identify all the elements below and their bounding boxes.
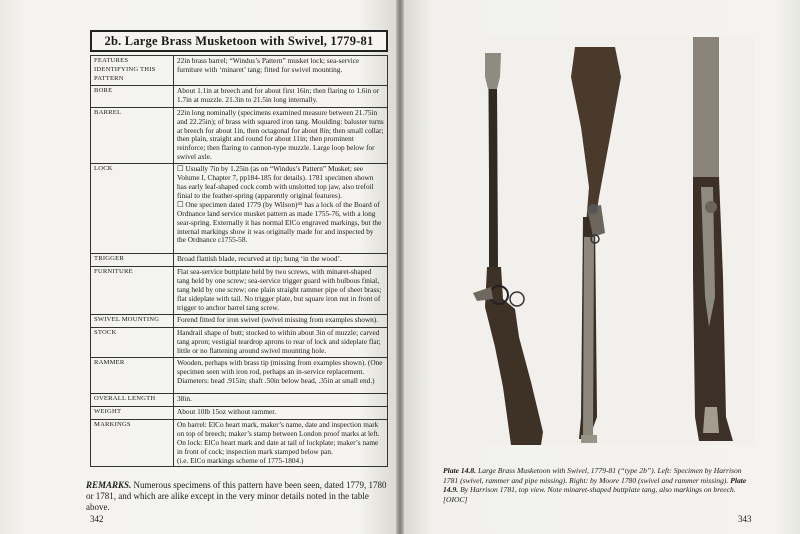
caption-text-a: Large Brass Musketoon with Swivel, 1779-81 (“type 2b”). Left: Specimen by Harrison 1781 (swivel, rammer and pipe missing). Right: by Moore 1780 (swivel and rammer missing). xyxy=(443,466,742,485)
spec-row xyxy=(91,315,388,328)
spec-label: WEIGHT xyxy=(91,406,174,419)
book-gutter xyxy=(396,0,404,534)
spec-table xyxy=(90,55,388,467)
spec-value xyxy=(174,315,388,328)
spec-value-paragraph: On barrel: ElCo heart mark, maker’s name, date and inspection mark on top of breech; maker’s stamp between London proof marks at left. xyxy=(177,419,380,438)
remarks-text: Numerous specimens of this pattern have been seen, dated 1779, 1780 or 1781, and which are alike except in the very minor details noted in the table above. xyxy=(86,480,387,512)
spec-value-paragraph: (i.e. ElCo markings scheme of 1775-1804.) xyxy=(177,455,304,465)
spec-value xyxy=(174,419,388,467)
spec-row xyxy=(91,267,388,315)
spec-label: FURNITURE xyxy=(91,267,174,315)
caption-plate-b: Plate 14.9. xyxy=(443,475,747,494)
spec-value-paragraph: Handrail shape of butt; stocked to within about 3in of muzzle; carved tang apron; vestigial teardrop aprons to rear of lock and sideplate flat; little or no flattening around swivel mounting hole. xyxy=(177,328,381,355)
spec-value-paragraph: On lock: ElCo heart mark and date at tail of lockplate; maker’s name in front of cock; inspection mark stamped below pan. xyxy=(177,437,379,456)
spec-row xyxy=(91,85,388,107)
spec-value-paragraph: 38in. xyxy=(177,393,192,403)
page-number-right: 343 xyxy=(738,514,752,524)
spec-value-paragraph: About 10lb 15oz without rammer. xyxy=(177,406,277,416)
spec-row xyxy=(91,357,388,393)
spec-row xyxy=(91,107,388,163)
spec-row xyxy=(91,254,388,267)
spec-label: MARKINGS xyxy=(91,419,174,467)
spec-row xyxy=(91,164,388,254)
page-number-left: 342 xyxy=(90,514,104,524)
spec-value-paragraph: 22in brass barrel; “Windus’s Pattern” musket lock; sea-service furniture with ‘minaret’ tang; fitted for swivel mounting. xyxy=(177,56,360,74)
spec-value xyxy=(174,85,388,107)
plate-photograph xyxy=(443,37,754,445)
spec-label: BORE xyxy=(91,85,174,107)
spec-row xyxy=(91,393,388,406)
remarks-paragraph xyxy=(86,480,391,513)
spec-value-paragraph: ☐ Usually 7in by 1.25in (as on “Windus’s Pattern” Musket; see Volume I, Chapter 7, pp184-185 for details). 1781 specimen shown has early leaf-shaped cock comb with unslotted top jaw, also trefoil finial to the feather-spring (apparently original features). xyxy=(177,164,374,200)
spec-row xyxy=(91,406,388,419)
spec-value xyxy=(174,107,388,163)
spec-label: FEATURES IDENTIFYING THIS PATTERN xyxy=(91,56,174,86)
spec-row xyxy=(91,328,388,358)
musketoon-photo xyxy=(443,37,754,445)
spec-label: RAMMER xyxy=(91,357,174,393)
spec-label: STOCK xyxy=(91,328,174,358)
spec-row xyxy=(91,419,388,467)
spec-value xyxy=(174,393,388,406)
spec-value-paragraph: Broad flattish blade, recurved at tip; hung ‘in the wood’. xyxy=(177,254,342,264)
spec-value xyxy=(174,254,388,267)
pattern-title: 2b. Large Brass Musketoon with Swivel, 1779-81 xyxy=(90,30,388,52)
caption-text-b: By Harrison 1781, top view. Note minaret-shaped buttplate tang, also markings on breech. [OIOC] xyxy=(443,485,736,504)
spec-label: TRIGGER xyxy=(91,254,174,267)
spec-value-paragraph: Forend fitted for iron swivel (swivel missing from examples shown). xyxy=(177,315,379,325)
spec-value xyxy=(174,267,388,315)
remarks-heading: REMARKS. xyxy=(86,480,132,490)
spec-value xyxy=(174,164,388,254)
spec-label: SWIVEL MOUNTING xyxy=(91,315,174,328)
spec-value-paragraph: About 1.1in at breech and for about first 16in; then flaring to 1.6in or 1.7in at muzzle. 21.3in to 21.5in long internally. xyxy=(177,85,380,104)
spec-value xyxy=(174,56,388,86)
spec-value-paragraph: Wooden, perhaps with brass tip (missing from examples shown). (One specimen seen with iron rod, perhaps an in-service replacement. Diameters: head .915in; shaft .50in below head, .35in at small end.) xyxy=(177,357,383,385)
spec-value-paragraph: Flat sea-service buttplate held by two screws, with minaret-shaped tang held by one screw; sea-service trigger guard with bulbous finial, tang held by one screw; one plain straight rammer pipe of sheet brass; flat sideplate with tail. No trigger plate, but square iron nut in front of trigger to anchor barrel tang screw. xyxy=(177,267,382,312)
spec-value-paragraph: ☐ One specimen dated 1779 (by Wilson)⁴⁵ has a lock of the Board of Ordnance land service musket pattern as made 1755-76, with a long sear-spring. Externally it has normal ElCo engraved markings, but the internal markings show it was originally made for and inspected by the Ordnance c1755-58. xyxy=(177,199,382,245)
plate-caption xyxy=(443,466,754,504)
spec-value xyxy=(174,357,388,393)
spec-label: LOCK xyxy=(91,164,174,254)
caption-plate-a: Plate 14.8. xyxy=(443,466,477,475)
spec-row xyxy=(91,56,388,86)
spec-label: OVERALL LENGTH xyxy=(91,393,174,406)
spec-value-paragraph: 22in long nominally (specimens examined measure between 21.75in and 22.25in); of brass with squared iron tang. Moulding: baluster turns at breech for about 1in, then octagonal for about 8in; then small collar; then plain, straight and round for about 11in; then prominent reinforce; then flaring to cannon-type muzzle. Large loop below for swivel axle. xyxy=(177,107,384,162)
spec-label: BARREL xyxy=(91,107,174,163)
spec-value xyxy=(174,328,388,358)
spec-value xyxy=(174,406,388,419)
